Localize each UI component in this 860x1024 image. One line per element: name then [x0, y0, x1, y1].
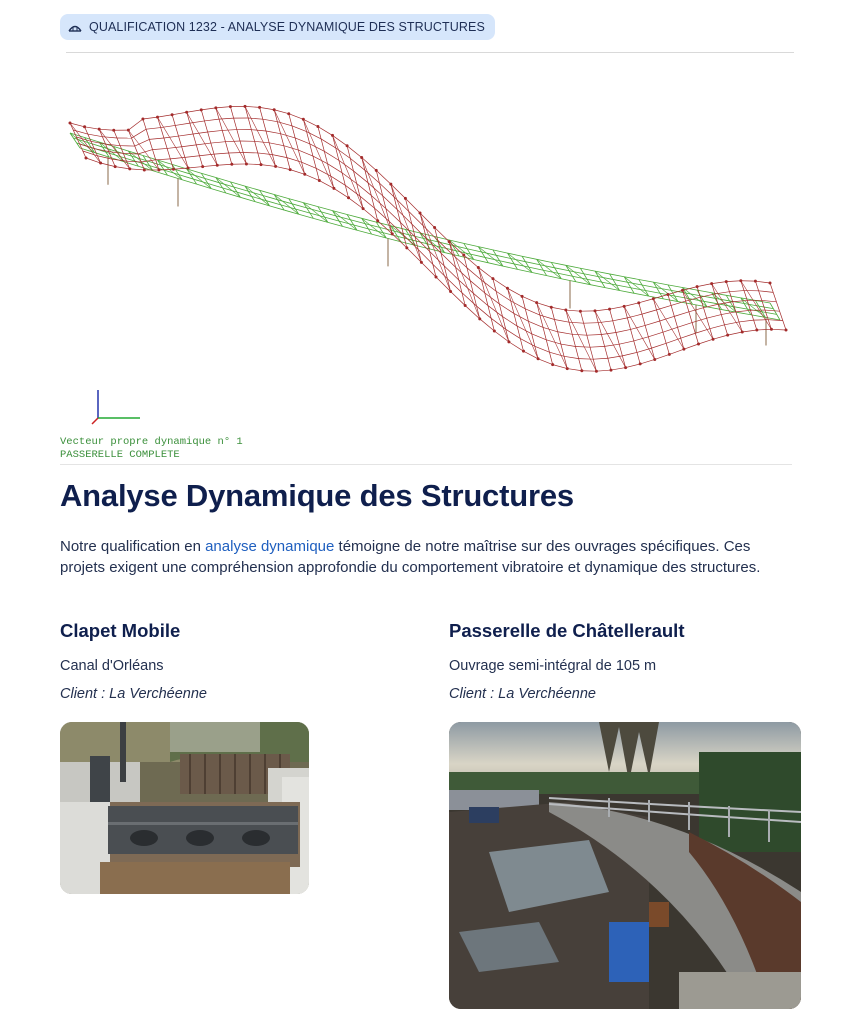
divider	[60, 464, 792, 465]
intro-text-start: Notre qualification en	[60, 538, 206, 555]
intro-text-end: témoigne de notre maîtrise sur des ouvrages spécifiques. Ces projets exigent une compréhension approfondie du comportement vibratoire et dynamique des structures.	[60, 538, 761, 576]
badge-label: QUALIFICATION 1232 - ANALYSE DYNAMIQUE DES STRUCTURES	[89, 20, 485, 34]
figure-caption	[60, 436, 243, 462]
divider	[66, 52, 794, 53]
project-card-passerelle	[449, 620, 801, 702]
project-location: Canal d'Orléans	[60, 658, 164, 674]
qualification-badge	[60, 14, 495, 40]
project-client: Client : La Verchéenne	[449, 686, 596, 702]
intro-highlight: analyse dynamique	[205, 538, 335, 555]
project-card-clapet	[60, 620, 310, 702]
passerelle-photo	[449, 722, 801, 1009]
page-title: Analyse Dynamique des Structures	[60, 478, 574, 513]
project-title: Clapet Mobile	[60, 620, 181, 641]
caption-line-2: PASSERELLE COMPLETE	[60, 449, 180, 461]
clapet-photo	[60, 722, 309, 894]
modal-shape-figure	[60, 60, 800, 465]
project-location: Ouvrage semi-intégral de 105 m	[449, 658, 657, 674]
bridge-icon	[68, 20, 82, 34]
caption-line-1: Vecteur propre dynamique n° 1	[60, 436, 243, 448]
intro-paragraph	[60, 536, 790, 578]
project-client: Client : La Verchéenne	[60, 686, 207, 702]
project-title: Passerelle de Châtellerault	[449, 620, 685, 641]
deformed-mesh	[69, 105, 788, 373]
axis-x	[92, 418, 98, 424]
